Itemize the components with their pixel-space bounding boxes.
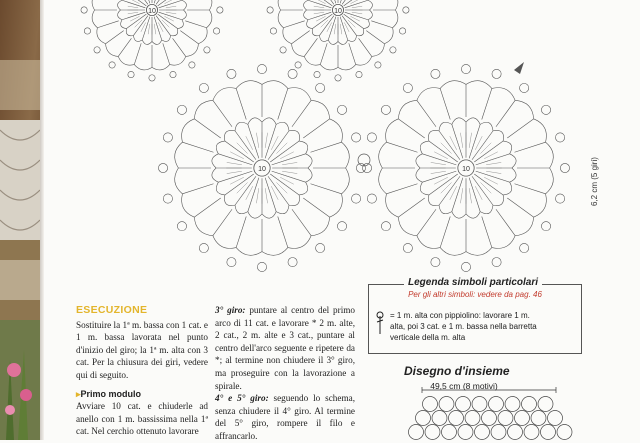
photo-crop-icon (0, 0, 40, 440)
legend-line: alta, poi 3 cat. e 1 m. bassa nella barretta (390, 321, 574, 332)
center-mark: 10 (462, 166, 470, 173)
arrow-marker (514, 62, 524, 74)
center-mark: 10 (148, 8, 156, 15)
first-module-heading: ▸ Primo modulo (76, 388, 208, 401)
execution-heading: ESECUZIONE (76, 304, 208, 317)
motif-circle (489, 397, 504, 412)
motif-circle (458, 425, 473, 440)
center-mark: 10 (258, 166, 266, 173)
round3-paragraph (215, 304, 355, 392)
motif-circle (439, 397, 454, 412)
legend-line: = 1 m. alta con pippiolino: lavorare 1 m. (390, 310, 574, 321)
doily-motif (267, 0, 409, 81)
motif-circle (416, 411, 431, 426)
motif-circle (557, 425, 572, 440)
motif-circle (524, 425, 539, 440)
motif-circle (449, 411, 464, 426)
execution-column-1 (76, 304, 208, 438)
motif-circle (515, 411, 530, 426)
motif-circle (482, 411, 497, 426)
motif-circle (541, 425, 556, 440)
execution-intro: Sostituire la 1ª m. bassa con 1 cat. e 1 m. bassa lavorata nel punto d'inizio del giro; la 1ª m. alta con 3 cat. Per la chiusura dei giri, vedere qui di seguito. (76, 319, 208, 382)
round3-text: puntare al centro del primo arco di 11 cat. e lavorare * 2 m. alte, 2 cat., 2 m. alte e 3 cat., puntare al centro dell'arco seguente e ripetere da *; al termine non chiudere il 3° giro, ma proseguire con la lavorazione a spirale. (215, 305, 355, 391)
motif-circle (475, 425, 490, 440)
motif-circle (538, 397, 553, 412)
round45-paragraph (215, 392, 355, 442)
legend-title: Legenda simboli particolari (404, 277, 542, 288)
legend-subtitle: Per gli altri simboli: vedere da pag. 46 (368, 290, 582, 299)
motif-circle (423, 397, 438, 412)
motif-circle (508, 425, 523, 440)
motif-circle (425, 425, 440, 440)
overall-title: Disegno d'insieme (404, 364, 524, 378)
execution-column-2 (215, 304, 355, 443)
center-mark: 10 (334, 8, 342, 15)
motif-circle (472, 397, 487, 412)
motif-circle (498, 411, 513, 426)
first-module-text: Avviare 10 cat. e chiuderle ad anello con 1 m. bassissima nella 1ª cat. Nel cerchio ottenuto lavorare (76, 400, 208, 438)
left-photo-strip (0, 0, 40, 440)
motif-circle (432, 411, 447, 426)
overall-dimension: 49,5 cm (8 motivi) (424, 381, 504, 391)
motif-circle (409, 425, 424, 440)
round45-text: seguendo lo schema, senza chiudere il 4° giro. Al termine del 5° giro, rompere il filo e affrancarlo. (215, 393, 355, 441)
motif-circle (465, 411, 480, 426)
legend-text (390, 310, 574, 343)
overall-diagram (398, 384, 578, 440)
picot-stitch-icon (374, 310, 386, 334)
motif-circle (522, 397, 537, 412)
motif-circle (505, 397, 520, 412)
doily-motif (362, 64, 569, 271)
motif-circle (548, 411, 563, 426)
legend-line: verticale della m. alta (390, 332, 574, 343)
doily-motif (158, 64, 365, 271)
dimension-label: 6,2 cm (5 giri) (590, 166, 610, 206)
doily-motif (81, 0, 223, 81)
motif-circle (456, 397, 471, 412)
motif-circle (531, 411, 546, 426)
motif-circle (442, 425, 457, 440)
round3-label: 3° giro: (215, 305, 245, 315)
doily-diagram (44, 0, 640, 280)
motif-circle (491, 425, 506, 440)
crochet-chart (44, 0, 640, 280)
round45-label: 4° e 5° giro: (215, 393, 269, 403)
